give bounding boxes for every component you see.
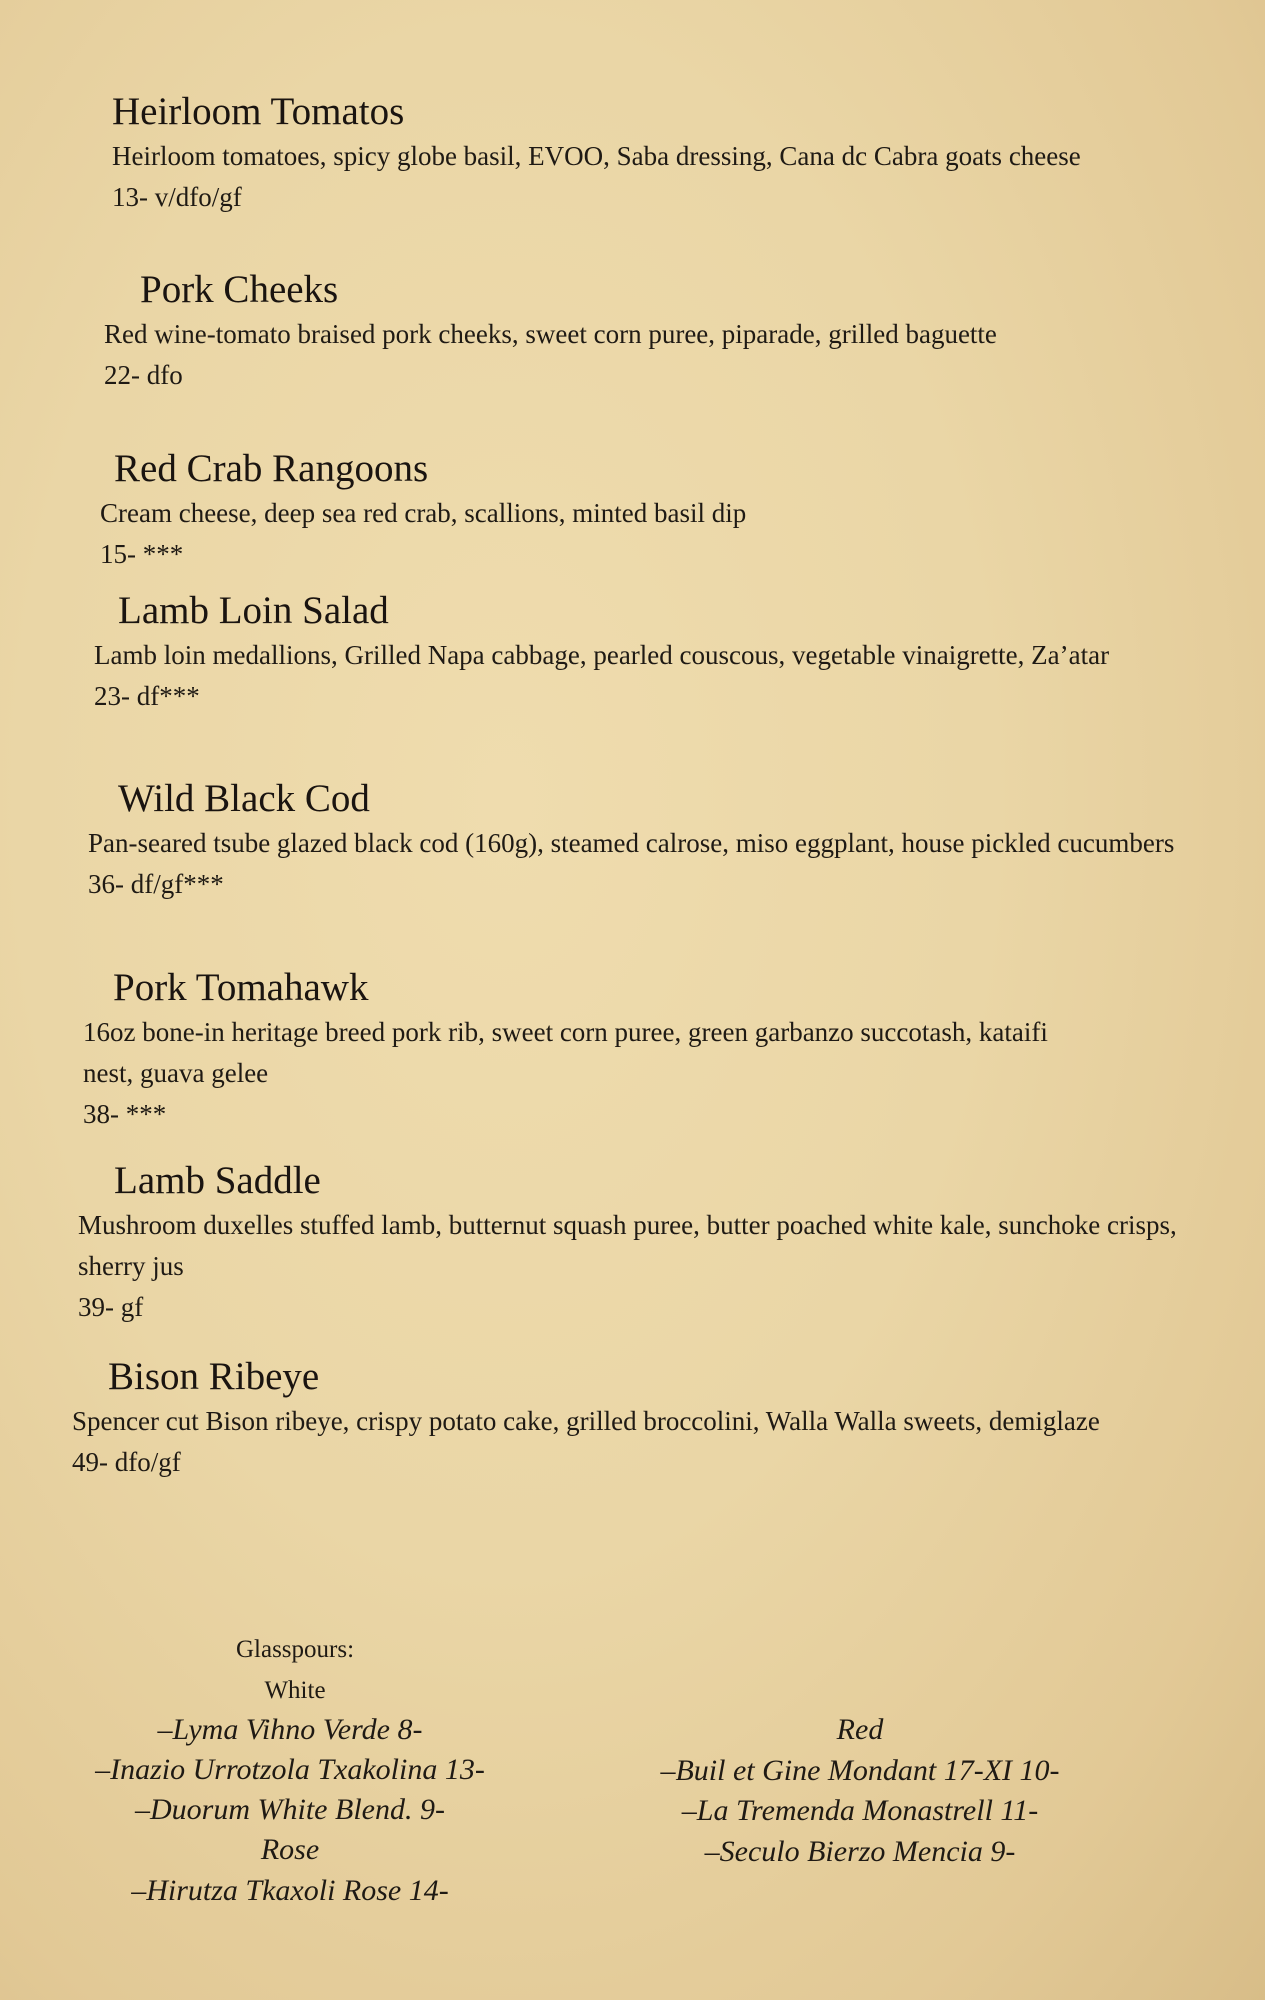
dish-price: 13- v/dfo/gf: [112, 182, 242, 212]
dish-price: 49- dfo/gf: [72, 1447, 181, 1477]
menu-item-lamb-loin-salad: [94, 589, 1114, 716]
dish-description: Heirloom tomatoes, spicy globe basil, EVOO, Saba dressing, Cana dc Cabra goats cheese: [112, 141, 1081, 171]
glasspours-title: Glasspours:: [235, 1636, 355, 1663]
rose-wine-heading: Rose: [260, 1833, 320, 1866]
wine-pour: –Seculo Bierzo Mencia 9-: [704, 1835, 1016, 1868]
dish-name: Pork Tomahawk: [113, 966, 369, 1009]
wine-pour: –Duorum White Blend. 9-: [135, 1793, 445, 1826]
dish-name: Lamb Loin Salad: [118, 589, 389, 632]
dish-description: 16oz bone-in heritage breed pork rib, sweet corn puree, green garbanzo succotash, kataifi nest, guava gelee: [83, 1017, 1048, 1088]
menu-item-pork-cheeks: [104, 268, 1104, 395]
menu-item-red-crab-rangoons: [100, 447, 1160, 574]
dish-description: Cream cheese, deep sea red crab, scallions, minted basil dip: [100, 498, 747, 528]
menu-item-lamb-saddle: [78, 1159, 1208, 1327]
dish-description: Spencer cut Bison ribeye, crispy potato cake, grilled broccolini, Walla Walla sweets, demiglaze: [72, 1406, 1100, 1436]
wine-pour: –Inazio Urrotzola Txakolina 13-: [95, 1753, 485, 1786]
wine-pour: –Buil et Gine Mondant 17-XI 10-: [660, 1754, 1060, 1787]
dish-price: 38- ***: [83, 1099, 167, 1129]
dish-price: 23- df***: [94, 681, 200, 711]
dish-name: Wild Black Cod: [118, 777, 370, 820]
dish-name: Bison Ribeye: [108, 1355, 320, 1398]
menu-item-bison-ribeye: [72, 1355, 1132, 1482]
dish-price: 36- df/gf***: [88, 869, 224, 899]
dish-price: 22- dfo: [104, 360, 183, 390]
dish-price: 15- ***: [100, 539, 184, 569]
menu-item-pork-tomahawk: [83, 966, 1093, 1134]
dish-name: Lamb Saddle: [114, 1159, 321, 1202]
white-wine-heading: White: [264, 1677, 326, 1704]
red-wine-heading: Red: [836, 1713, 884, 1746]
dish-name: Pork Cheeks: [140, 268, 339, 311]
dish-name: Heirloom Tomatos: [112, 90, 405, 133]
menu-item-heirloom-tomatos: [112, 90, 1132, 217]
menu-item-wild-black-cod: [88, 777, 1208, 904]
dish-description: Red wine-tomato braised pork cheeks, sweet corn puree, piparade, grilled baguette: [104, 319, 997, 349]
dish-name: Red Crab Rangoons: [114, 447, 429, 490]
wine-pour: –Hirutza Tkaxoli Rose 14-: [131, 1874, 449, 1907]
wine-pour: –Lyma Vihno Verde 8-: [157, 1713, 423, 1746]
dish-description: Pan-seared tsube glazed black cod (160g), steamed calrose, miso eggplant, house pickled cucumbers: [88, 828, 1175, 858]
dish-price: 39- gf: [78, 1292, 144, 1322]
dish-description: Mushroom duxelles stuffed lamb, butternut squash puree, butter poached white kale, sunchoke crisps, sherry jus: [78, 1210, 1177, 1281]
dish-description: Lamb loin medallions, Grilled Napa cabbage, pearled couscous, vegetable vinaigrette, Za’atar: [94, 640, 1110, 670]
wine-pour: –La Tremenda Monastrell 11-: [681, 1794, 1039, 1827]
